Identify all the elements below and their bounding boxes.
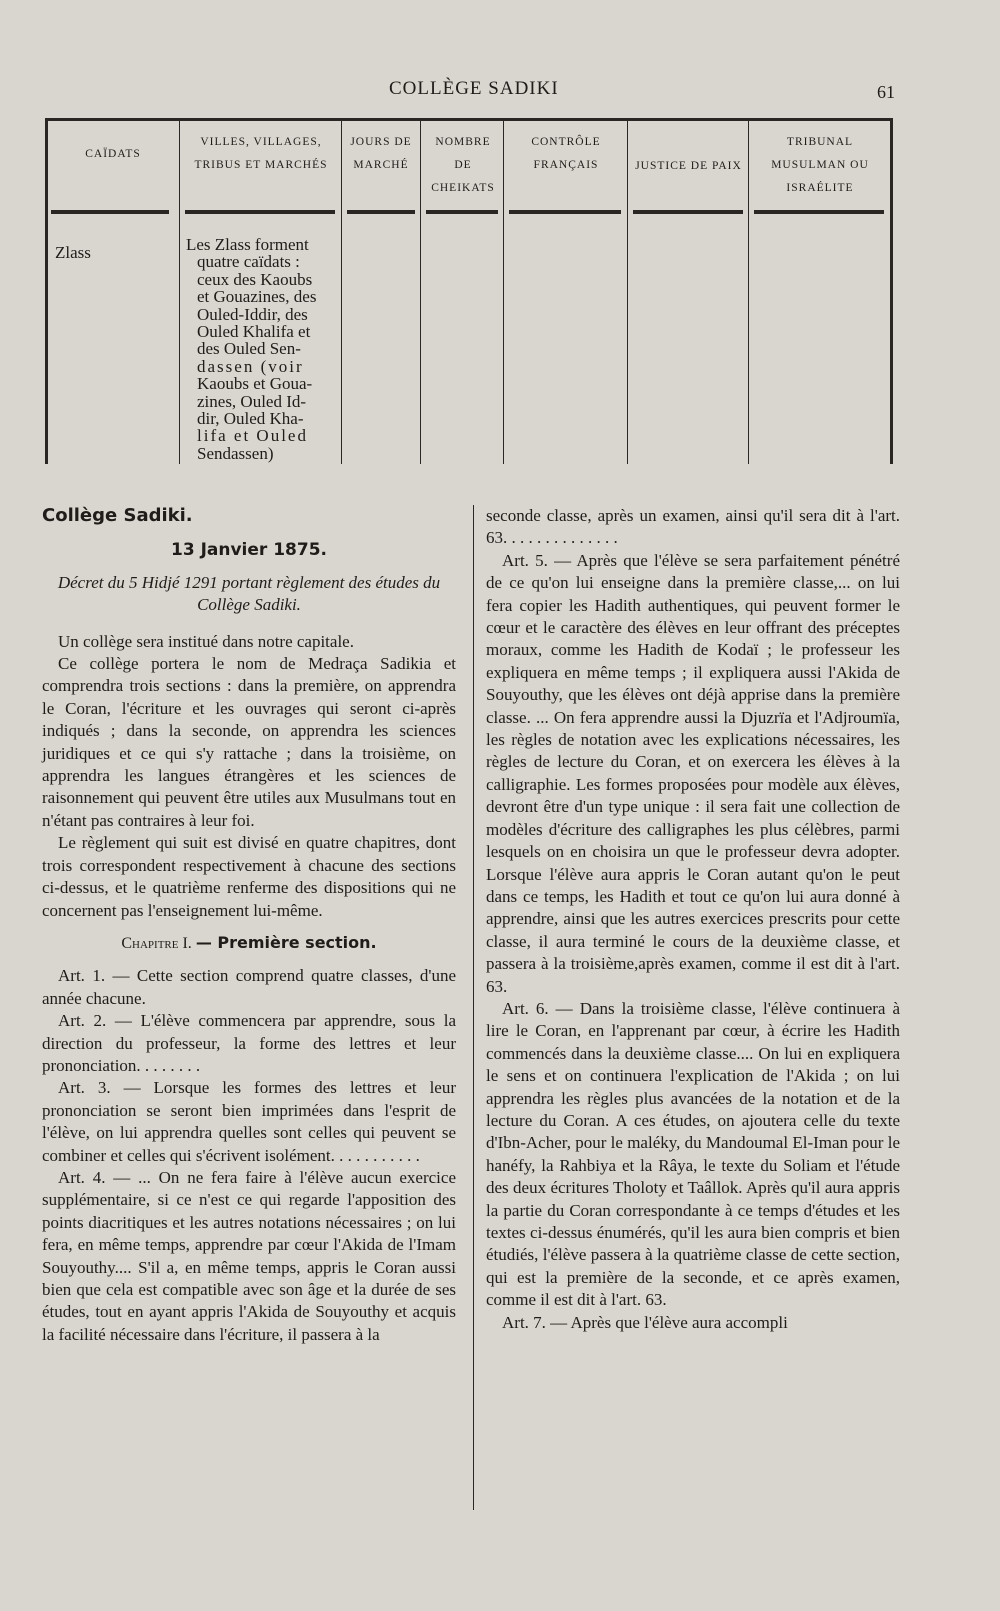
paragraph: Un collège sera institué dans notre capitale. xyxy=(58,631,354,651)
chapter-heading xyxy=(42,932,456,955)
villes-line: des Ouled Sen- xyxy=(197,339,301,359)
table-cell-villes xyxy=(186,236,336,462)
villes-line: zines, Ouled Id- xyxy=(197,391,307,411)
villes-line: Kaoubs et Goua- xyxy=(197,374,313,394)
column-header-justice: JUSTICE DE PAIX xyxy=(635,160,742,172)
running-header xyxy=(0,78,1000,108)
villes-line: ceux des Kaoubs xyxy=(197,269,313,289)
column-header-cheikats: NOMBRE DE CHEIKATS xyxy=(431,136,495,194)
paragraph: Ce collège portera le nom de Medraça Sadikia et comprendra trois sections : dans la première, on apprendra le Coran, l'écriture et les ouvrages qui seront ci-après indiqués ; dans la seconde, on apprendra les sciences juridiques et ce qui s'y rattache ; dans la troisième, on apprendra les langues étrangères et les sciences de raisonnement qui peuvent être utiles aux Musulmans tout en n'étant pas contraires à leur foi. xyxy=(42,654,456,830)
villes-line: dassen (voir xyxy=(197,356,304,376)
column-header-jours: JOURS DE MARCHÉ xyxy=(350,136,412,171)
decree-title: Décret du 5 Hidjé 1291 portant règlement des études du Collège Sadiki. xyxy=(57,572,441,615)
paragraph: Le règlement qui suit est divisé en quatre chapitres, dont trois correspondent respectivement à chacune des sections ci-dessus, et le quatrième renferme des dispositions qui ne concernent pas l'enseignement lui-même. xyxy=(42,833,456,920)
running-title: COLLÈGE SADIKI xyxy=(389,78,559,99)
section-title: Collège Sadiki. xyxy=(42,505,193,526)
page-number: 61 xyxy=(877,82,895,102)
table-cell-caidat: Zlass xyxy=(55,243,91,262)
villes-line: quatre caïdats : xyxy=(197,252,300,272)
article: Art. 5. — Après que l'élève se sera parfaitement pénétré de ce qu'on lui enseigne dans la première classe,... on lui fera copier les Hadith authentiques, qui peuvent former le cœur et le caractère des élèves en leur offrant des préceptes moraux, comme les Hadith de Kodaï ; le professeur les expliquera en même temps ; il expliquera aussi l'Akida de Souyouthy, que les élèves ont déjà apprise dans la première classe. ... On fera apprendre aussi la Djuzrïa et l'Adjroumïa, les règles de notation avec les explications nécessaires, les règles de lecture du Coran, et on exercera les élèves à la calligraphie. Les formes proposées pour modèle aux élèves, devront être d'un type unique : il sera fait une collection de modèles d'écriture des calligraphes les plus célèbres, parmi lesquels on en choisira un que le professeur devra adopter. Lorsque l'élève aura appris le Coran autant qu'on le peut dans ce temps, les Hadith et tout ce qu'on lui aura donné à apprendre, ainsi que les autres exercices prescrits pour cette classe, il aura terminé le cours de la deuxième classe, et passera à la troisième,après examen, comme il est dit à l'art. 63. xyxy=(486,550,900,996)
article: Art. 7. — Après que l'élève aura accompli xyxy=(502,1312,788,1332)
article: Art. 3. — Lorsque les formes des lettres et leur prononciation se seront bien imprimées dans l'esprit de l'élève, on lui apprendra quelles sont celles qui peuvent se combiner et celles qui s'écrivent isolément. . . . . . . . . . . xyxy=(42,1078,456,1165)
article: Art. 6. — Dans la troisième classe, l'élève continuera à lire le Coran, en l'apprenant par cœur, à écrire les Hadith commencés dans la deuxième classe.... On lui en expliquera le sens et on continuera l'explication de l'Akida ; on lui apprendra les règles plus avancées de la notation et de la lecture du Coran. A ces études, on ajoutera celle du texte d'Ibn-Acher, pour le maléky, du Mandoumal El-Iman pour le hanéfy, la Rahbiya et la Râya, le texte du Soliam et l'étude des deux écritures Tholoty et Taâllok. Après qu'il aura appris la partie du Coran correspondante à ce temps d'études et les textes ci-dessus énumérés, qu'il les aura bien compris et bien étudiés, l'élève passera à la quatrième classe de cette section, qui est la première de la seconde, et ce après examen, comme il est dit à l'art. 63. xyxy=(486,998,900,1310)
chapter-title: — Première section. xyxy=(195,932,377,952)
chapter-label: Chapitre I. xyxy=(121,934,192,952)
villes-line: Les Zlass forment xyxy=(186,235,309,254)
article: Art. 2. — L'élève commencera par apprendre, sous la direction du professeur, la forme des lettres et leur prononciation. . . . . . . . xyxy=(42,1011,456,1075)
right-column xyxy=(486,505,900,1334)
column-header-controle: CONTRÔLE FRANÇAIS xyxy=(531,136,601,171)
left-column xyxy=(42,505,456,1346)
villes-line: dir, Ouled Kha- xyxy=(197,409,304,429)
column-header-villes: VILLES, VILLAGES, TRIBUS ET MARCHÉS xyxy=(194,136,328,171)
article: Art. 1. — Cette section comprend quatre classes, d'une année chacune. xyxy=(42,966,456,1008)
column-divider xyxy=(473,505,474,1510)
column-header-caidats: CAÏDATS xyxy=(85,148,141,160)
paragraph: seconde classe, après un examen, ainsi qu'il sera dit à l'art. 63. . . . . . . . . . . . . . xyxy=(486,506,900,548)
villes-line: Ouled-Iddir, des xyxy=(197,304,308,324)
caidats-table xyxy=(45,118,893,464)
villes-line: Ouled Khalifa et xyxy=(197,322,311,342)
article: Art. 4. — ... On ne fera faire à l'élève aucun exercice supplémentaire, si ce n'est ce qui regarde l'apposition des points diacritiques et les autres notations nécessaires ; on lui fera, en même temps, apprendre par cœur l'Akida de l'Imam Souyouthy.... S'il a, en même temps, appris le Coran aussi bien que cela est compatible avec son âge et la durée de ses études, tout en ayant appris l'Akida de Souyouthy et acquis la facilité nécessaire dans l'écriture, il passera à la xyxy=(42,1167,456,1344)
villes-line: et Gouazines, des xyxy=(197,287,317,307)
decree-date: 13 Janvier 1875. xyxy=(171,540,327,561)
villes-line: Sendassen) xyxy=(197,443,274,463)
column-header-tribunal: TRIBUNAL MUSULMAN OU ISRAÉLITE xyxy=(771,136,869,194)
villes-line: lifa et Ouled xyxy=(197,426,308,446)
